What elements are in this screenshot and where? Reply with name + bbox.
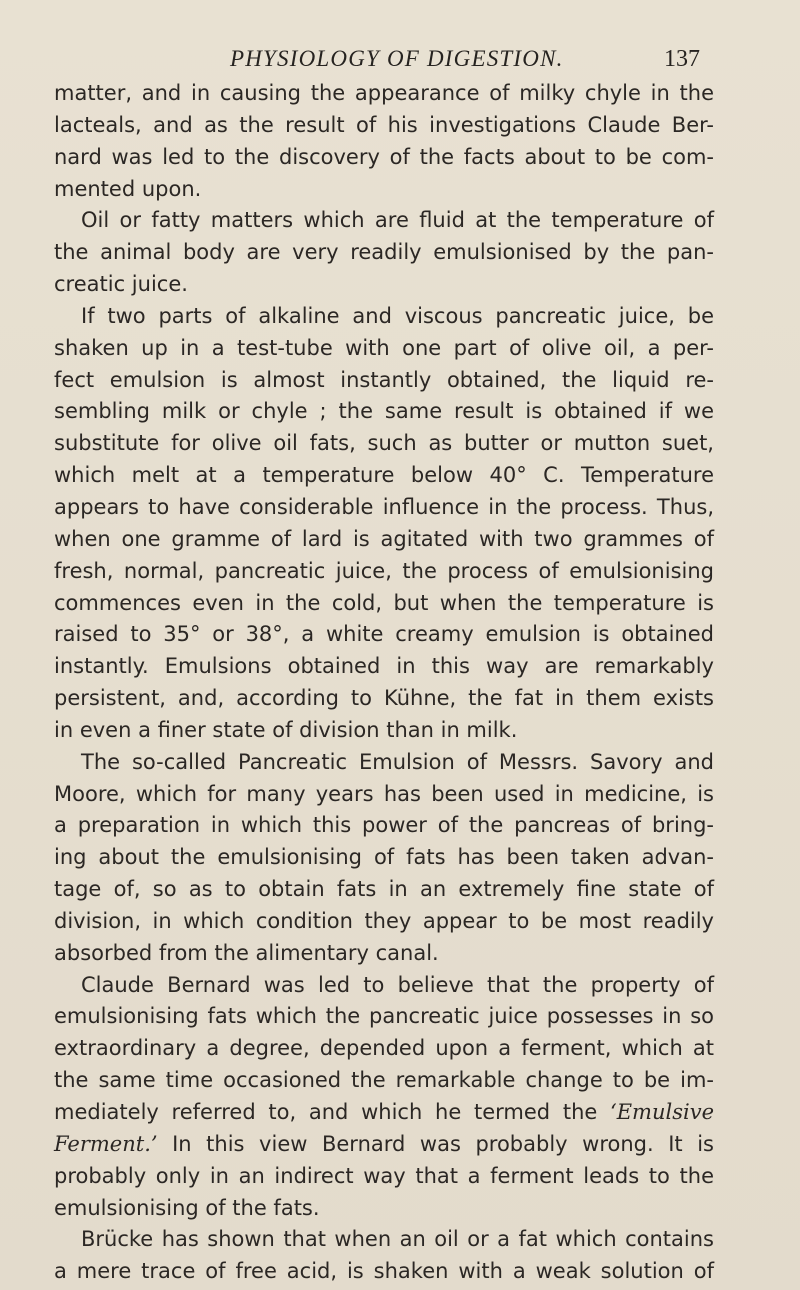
- text-line: fect emulsion is almost instantly obtained, the liquid re-: [54, 367, 714, 392]
- text-line: nard was led to the discovery of the facts about to be com-: [54, 144, 714, 169]
- text-fragment: In this view Bernard was probably wrong. It is: [157, 1131, 714, 1156]
- text-line: If two parts of alkaline and viscous pancreatic juice, be: [81, 303, 714, 328]
- text-line: substitute for olive oil fats, such as butter or mutton suet,: [54, 431, 714, 456]
- text-line: probably only in an indirect way that a ferment leads to the: [54, 1163, 714, 1188]
- text-line: commences even in the cold, but when the temperature is: [54, 590, 714, 615]
- text-line: [54, 1097, 714, 1129]
- text-fragment: mediately referred to, and which he termed the: [54, 1100, 611, 1124]
- text-line: which melt at a temperature below 40° C. Temperature: [54, 463, 714, 488]
- text-line: matter, and in causing the appearance of milky chyle in the: [54, 81, 714, 105]
- text-line: Claude Bernard was led to believe that the property of: [81, 972, 714, 997]
- italic-term: ‘Emulsive: [610, 1100, 714, 1124]
- text-line: instantly. Emulsions obtained in this way are remarkably: [54, 654, 714, 679]
- text-line: appears to have considerable influence in the process. Thus,: [54, 494, 714, 519]
- text-line: division, in which condition they appear to be most readily: [54, 908, 714, 933]
- text-line: the same time occasioned the remarkable change to be im-: [54, 1068, 714, 1093]
- text-line: persistent, and, according to Kühne, the fat in them exists: [54, 686, 714, 711]
- running-head-title: PHYSIOLOGY OF DIGESTION.: [230, 46, 564, 71]
- text-line: sembling milk or chyle ; the same result is obtained if we: [54, 399, 714, 424]
- text-line: shaken up in a test-tube with one part of olive oil, a per-: [54, 335, 714, 360]
- text-line: emulsionising of the fats.: [54, 1195, 320, 1220]
- text-line: lacteals, and as the result of his investigations Claude Ber-: [54, 112, 714, 137]
- text-line: a preparation in which this power of the pancreas of bring-: [54, 813, 714, 838]
- text-line: a mere trace of free acid, is shaken with a weak solution of: [54, 1259, 714, 1284]
- text-line: ing about the emulsionising of fats has been taken advan-: [54, 845, 714, 870]
- text-line: extraordinary a degree, depended upon a ferment, which at: [54, 1036, 714, 1061]
- text-line: fresh, normal, pancreatic juice, the process of emulsionising: [54, 558, 714, 583]
- text-line: emulsionising fats which the pancreatic juice possesses in so: [54, 1004, 714, 1029]
- page-number: 137: [664, 46, 700, 72]
- text-line: the animal body are very readily emulsionised by the pan-: [54, 240, 714, 265]
- text-line: in even a finer state of division than in milk.: [54, 717, 518, 742]
- text-line: creatic juice.: [54, 272, 188, 297]
- text-line: The so-called Pancreatic Emulsion of Messrs. Savory and: [81, 749, 714, 774]
- italic-term: Ferment.’: [54, 1131, 158, 1156]
- body-text: [54, 78, 714, 1288]
- text-line: mented upon.: [54, 176, 202, 201]
- text-line: tage of, so as to obtain fats in an extremely fine state of: [54, 877, 714, 902]
- text-line: [54, 1129, 714, 1161]
- text-line: raised to 35° or 38°, a white creamy emulsion is obtained: [54, 622, 714, 647]
- text-line: Brücke has shown that when an oil or a fat which contains: [81, 1227, 714, 1252]
- text-line: Oil or fatty matters which are fluid at the temperature of: [81, 208, 714, 233]
- text-line: absorbed from the alimentary canal.: [54, 940, 439, 965]
- text-line: Moore, which for many years has been used in medicine, is: [54, 781, 714, 806]
- text-line: when one gramme of lard is agitated with two grammes of: [54, 526, 714, 551]
